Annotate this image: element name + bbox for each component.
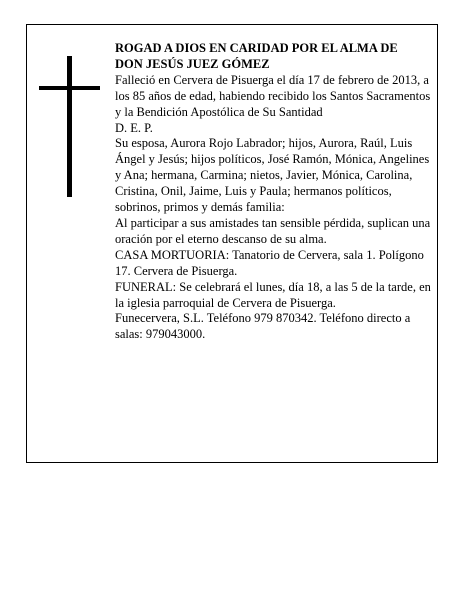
notice-body	[115, 41, 433, 343]
prayer-request: Al participar a sus amistades tan sensible pérdida, suplican una oración por el eterno descanso de su alma.	[115, 215, 431, 246]
contact-info: Funecervera, S.L. Teléfono 979 870342. Teléfono directo a salas: 979043000.	[115, 311, 411, 342]
cross-horizontal-bar	[39, 86, 100, 90]
death-announcement: Falleció en Cervera de Pisuerga el día 17 de febrero de 2013, a los 85 años de edad, habiendo recibido los Santos Sacramentos y la Bendición Apostólica de Su Santidad	[115, 72, 431, 119]
obituary-notice	[26, 24, 438, 463]
cross-vertical-bar	[67, 56, 72, 197]
notice-heading: ROGAD A DIOS EN CARIDAD POR EL ALMA DE	[115, 41, 398, 55]
dep-line: D. E. P.	[115, 120, 153, 135]
funeral-info: FUNERAL: Se celebrará el lunes, día 18, a las 5 de la tarde, en la iglesia parroquial de Cervera de Pisuerga.	[115, 279, 431, 310]
deceased-name: DON JESÚS JUEZ GÓMEZ	[115, 56, 270, 71]
family-list: Su esposa, Aurora Rojo Labrador; hijos, Aurora, Raúl, Luis Ángel y Jesús; hijos políticos, José Ramón, Mónica, Angelines y Ana; hermana, Carmina; nietos, Javier, Mónica, Carolina, Cristina, Onil, Jaime, Luis y Paula; hermanos políticos, sobrinos, primos y demás familia:	[115, 136, 430, 215]
mortuary-info: CASA MORTUORIA: Tanatorio de Cervera, sala 1. Polígono 17. Cervera de Pisuerga.	[115, 247, 424, 278]
